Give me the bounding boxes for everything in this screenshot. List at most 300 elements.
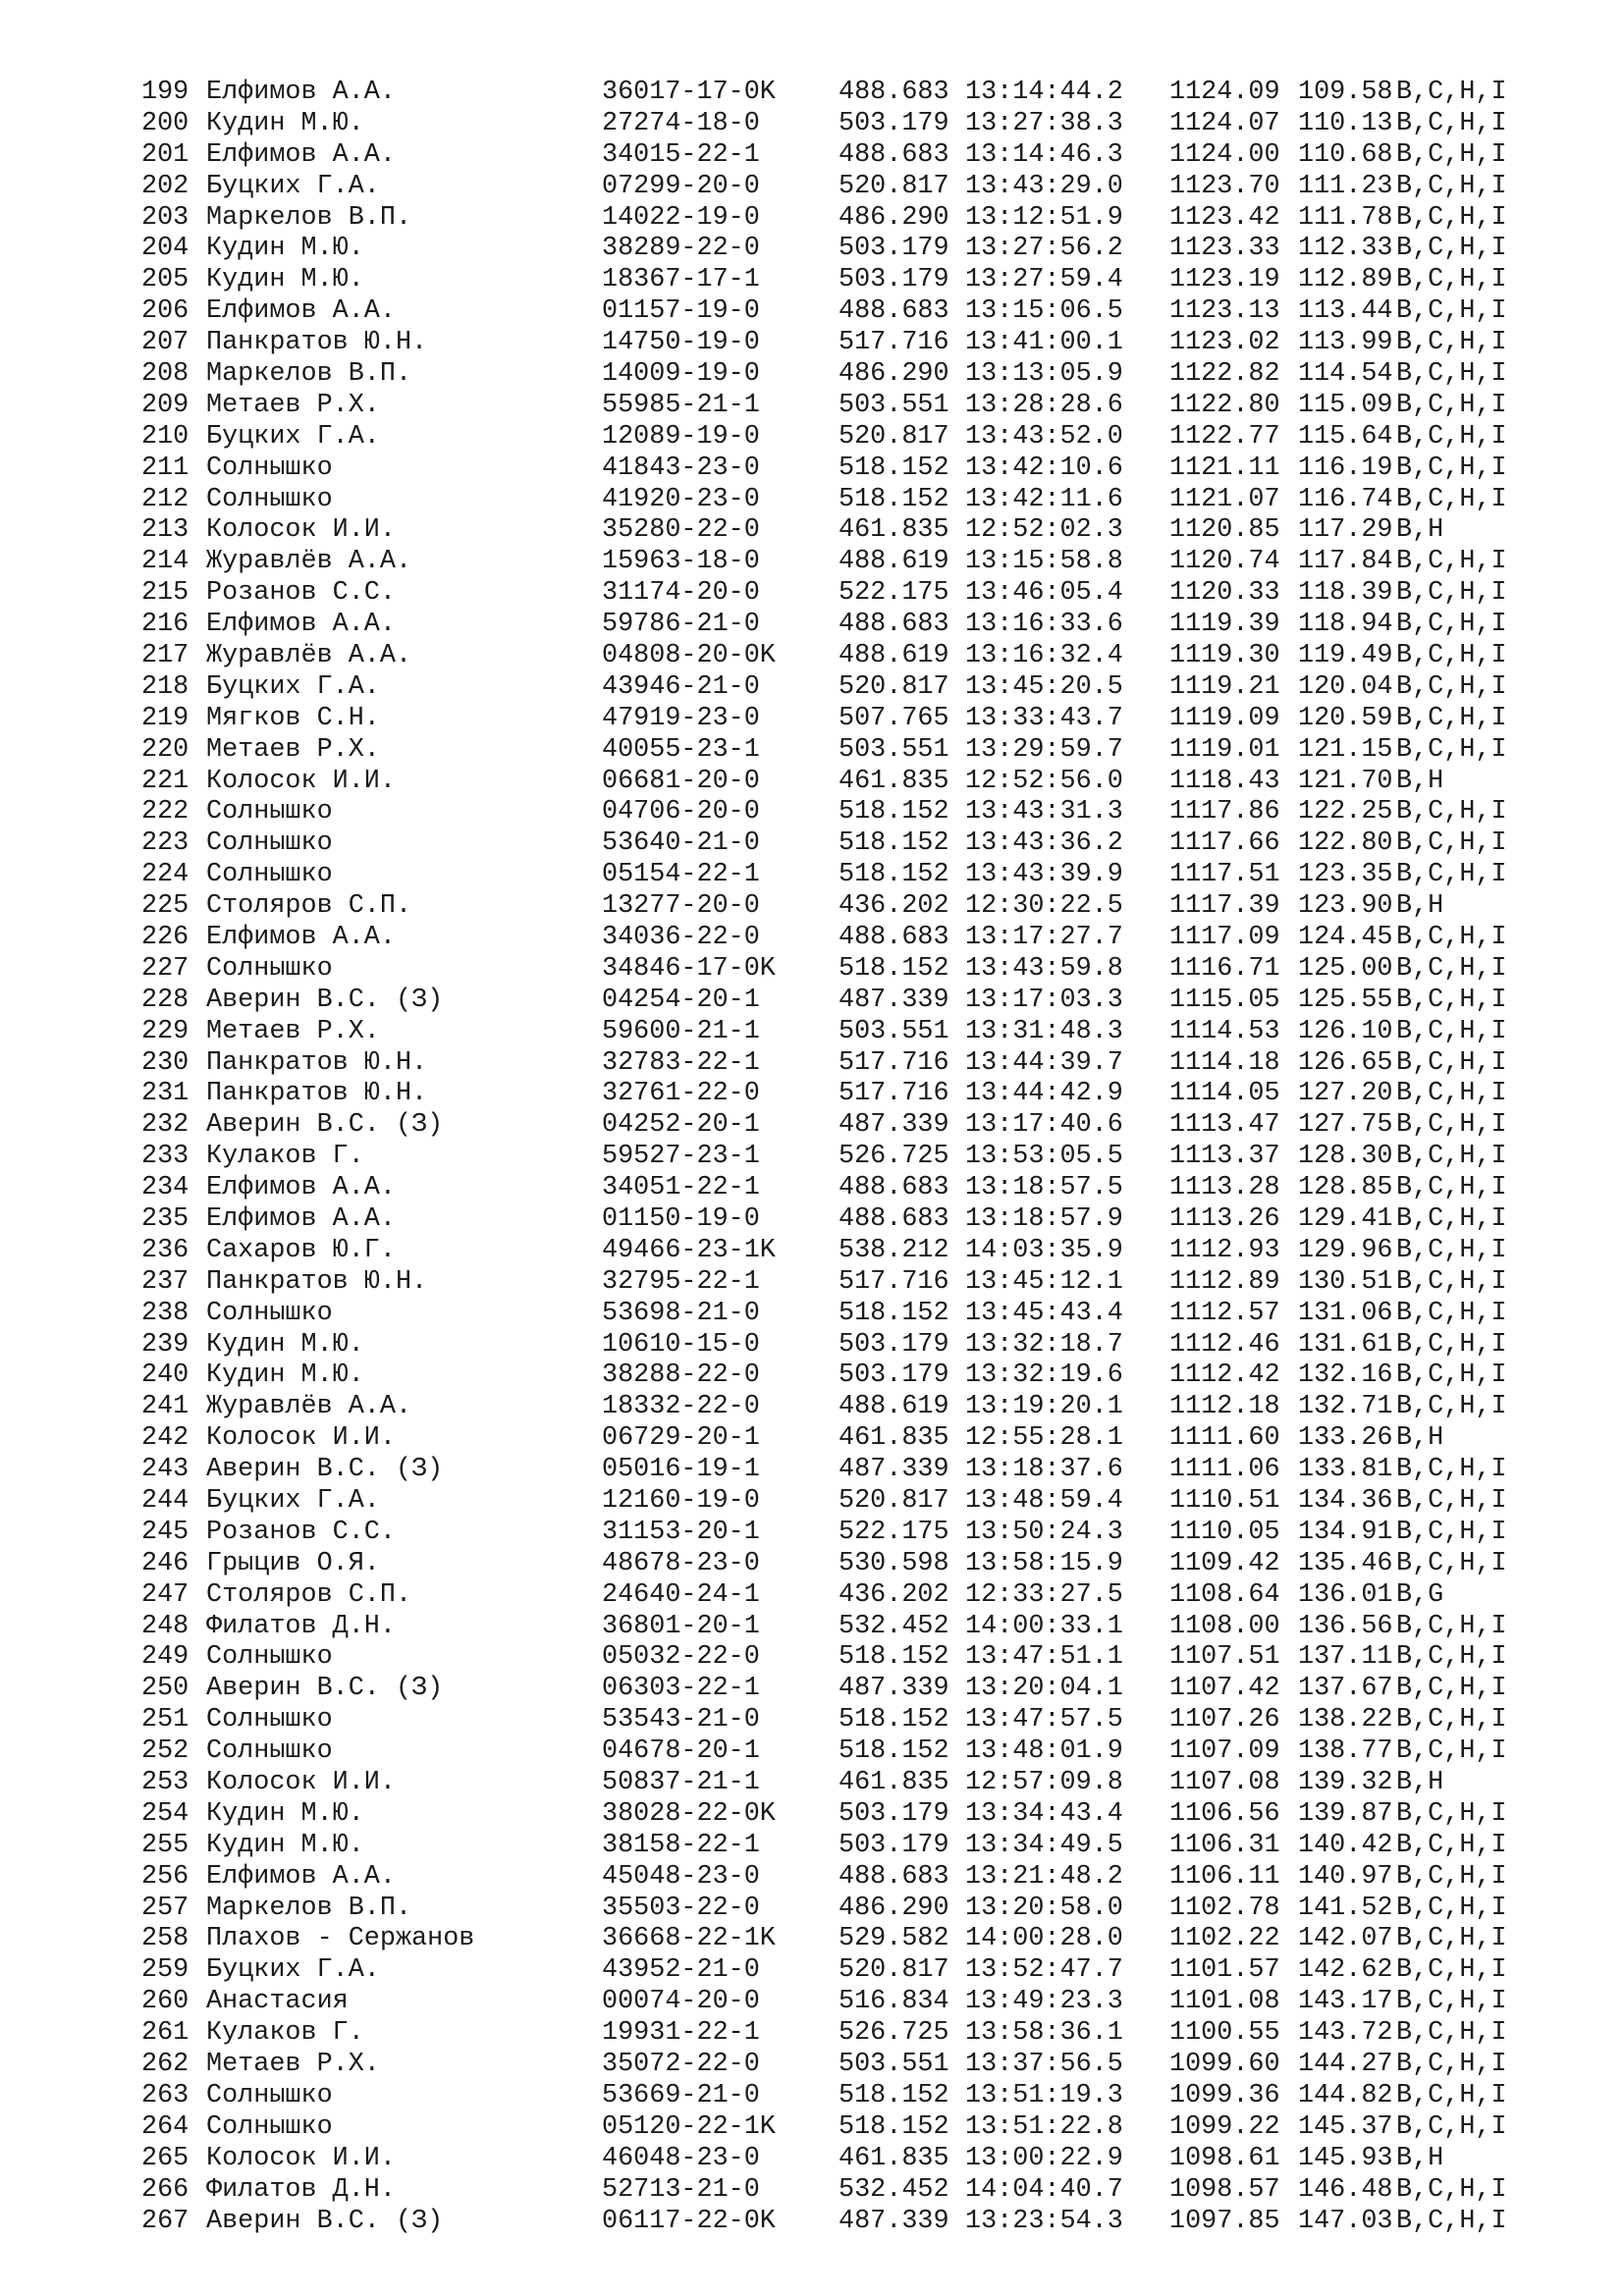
arrival-time: 13:43:59.8 [965, 953, 1123, 984]
classes: B,C,H,I [1396, 171, 1507, 201]
points: 137.67 [1298, 1674, 1393, 1704]
classes: B,C,H,I [1396, 2174, 1507, 2205]
classes: B,C,H,I [1396, 2206, 1507, 2236]
participant-name: Метаев Р.Х. [206, 734, 380, 765]
distance: 436.202 [839, 1579, 949, 1610]
speed: 1124.09 [1169, 77, 1280, 107]
place: 201 [141, 139, 189, 170]
place: 256 [141, 1861, 189, 1892]
table-row [141, 77, 1534, 108]
distance: 461.835 [839, 766, 949, 796]
speed: 1120.74 [1169, 547, 1280, 577]
arrival-time: 13:43:29.0 [965, 171, 1123, 201]
ring-number: 35503-22-0 [602, 1893, 760, 1923]
classes: B,C,H,I [1396, 1142, 1507, 1172]
points: 128.85 [1298, 1173, 1393, 1203]
table-row [141, 859, 1534, 890]
participant-name: Елфимов А.А. [206, 77, 396, 107]
speed: 1113.47 [1169, 1110, 1280, 1141]
table-row [141, 233, 1534, 264]
ring-number: 00074-20-0 [602, 1987, 760, 2017]
ring-number: 59600-21-1 [602, 1016, 760, 1046]
arrival-time: 13:27:38.3 [965, 108, 1123, 138]
ring-number: 45048-23-0 [602, 1861, 760, 1892]
speed: 1112.89 [1169, 1266, 1280, 1297]
arrival-time: 12:55:28.1 [965, 1423, 1123, 1454]
participant-name: Солнышко [206, 797, 333, 828]
participant-name: Филатов Д.Н. [206, 1611, 396, 1641]
arrival-time: 13:23:54.3 [965, 2206, 1123, 2236]
speed: 1118.43 [1169, 766, 1280, 796]
distance: 518.152 [839, 1705, 949, 1735]
distance: 518.152 [839, 484, 949, 514]
table-row [141, 202, 1534, 234]
classes: B,C,H,I [1396, 1987, 1507, 2017]
table-row [141, 1422, 1534, 1454]
arrival-time: 13:33:43.7 [965, 703, 1123, 733]
place: 209 [141, 390, 189, 420]
ring-number: 07299-20-0 [602, 171, 760, 201]
place: 265 [141, 2143, 189, 2173]
arrival-time: 13:32:19.6 [965, 1361, 1123, 1391]
speed: 1117.51 [1169, 860, 1280, 890]
participant-name: Маркелов В.П. [206, 202, 412, 233]
speed: 1117.66 [1169, 828, 1280, 859]
arrival-time: 13:16:32.4 [965, 640, 1123, 670]
arrival-time: 13:18:57.9 [965, 1204, 1123, 1234]
table-row [141, 1203, 1534, 1235]
participant-name: Мягков С.Н. [206, 703, 380, 733]
points: 118.94 [1298, 610, 1393, 640]
place: 260 [141, 1987, 189, 2017]
place: 222 [141, 797, 189, 828]
classes: B,H [1396, 2143, 1444, 2173]
table-row [141, 1109, 1534, 1141]
place: 255 [141, 1830, 189, 1860]
ring-number: 38158-22-1 [602, 1830, 760, 1860]
arrival-time: 12:52:56.0 [965, 766, 1123, 796]
classes: B,C,H,I [1396, 1924, 1507, 1954]
classes: B,C,H,I [1396, 1079, 1507, 1109]
points: 113.99 [1298, 328, 1393, 358]
place: 215 [141, 578, 189, 609]
classes: B,C,H,I [1396, 1016, 1507, 1046]
participant-name: Кудин М.Ю. [206, 1798, 364, 1829]
arrival-time: 13:34:43.4 [965, 1798, 1123, 1829]
table-row [141, 734, 1534, 766]
classes: B,C,H,I [1396, 484, 1507, 514]
ring-number: 04706-20-0 [602, 797, 760, 828]
participant-name: Метаев Р.Х. [206, 1016, 380, 1046]
participant-name: Кудин М.Ю. [206, 1830, 364, 1860]
participant-name: Елфимов А.А. [206, 1173, 396, 1203]
place: 208 [141, 358, 189, 389]
points: 112.33 [1298, 234, 1393, 264]
classes: B,C,H,I [1396, 1611, 1507, 1641]
classes: B,C,H,I [1396, 390, 1507, 420]
ring-number: 04254-20-1 [602, 985, 760, 1015]
speed: 1111.60 [1169, 1423, 1280, 1454]
ring-number: 24640-24-1 [602, 1579, 760, 1610]
distance: 486.290 [839, 202, 949, 233]
place: 228 [141, 985, 189, 1015]
distance: 488.683 [839, 1173, 949, 1203]
ring-number: 34036-22-0 [602, 922, 760, 952]
speed: 1106.56 [1169, 1798, 1280, 1829]
ring-number: 53698-21-0 [602, 1298, 760, 1328]
distance: 522.175 [839, 1517, 949, 1547]
classes: B,C,H,I [1396, 547, 1507, 577]
table-row [141, 766, 1534, 797]
arrival-time: 13:17:03.3 [965, 985, 1123, 1015]
table-row [141, 171, 1534, 202]
points: 122.25 [1298, 797, 1393, 828]
speed: 1112.93 [1169, 1235, 1280, 1265]
points: 140.42 [1298, 1830, 1393, 1860]
speed: 1123.02 [1169, 328, 1280, 358]
distance: 518.152 [839, 953, 949, 984]
ring-number: 01150-19-0 [602, 1204, 760, 1234]
place: 219 [141, 703, 189, 733]
distance: 503.179 [839, 1329, 949, 1360]
points: 120.04 [1298, 671, 1393, 702]
place: 231 [141, 1079, 189, 1109]
place: 251 [141, 1705, 189, 1735]
participant-name: Елфимов А.А. [206, 139, 396, 170]
participant-name: Кулаков Г. [206, 2018, 364, 2049]
participant-name: Розанов С.С. [206, 1517, 396, 1547]
ring-number: 15963-18-0 [602, 547, 760, 577]
classes: B,C,H,I [1396, 953, 1507, 984]
speed: 1101.08 [1169, 1987, 1280, 2017]
table-row [141, 1798, 1534, 1830]
ring-number: 52713-21-0 [602, 2174, 760, 2205]
participant-name: Кудин М.Ю. [206, 265, 364, 295]
points: 126.10 [1298, 1016, 1393, 1046]
speed: 1107.09 [1169, 1736, 1280, 1767]
place: 238 [141, 1298, 189, 1328]
points: 145.37 [1298, 2111, 1393, 2142]
points: 127.75 [1298, 1110, 1393, 1141]
ring-number: 14022-19-0 [602, 202, 760, 233]
table-row [141, 484, 1534, 515]
ring-number: 13277-20-0 [602, 891, 760, 922]
distance: 518.152 [839, 1736, 949, 1767]
speed: 1110.51 [1169, 1486, 1280, 1517]
arrival-time: 13:51:22.8 [965, 2111, 1123, 2142]
place: 217 [141, 640, 189, 670]
place: 220 [141, 734, 189, 765]
classes: B,C,H,I [1396, 578, 1507, 609]
place: 210 [141, 421, 189, 452]
points: 113.44 [1298, 296, 1393, 327]
place: 239 [141, 1329, 189, 1360]
place: 200 [141, 108, 189, 138]
points: 115.09 [1298, 390, 1393, 420]
arrival-time: 13:48:59.4 [965, 1486, 1123, 1517]
table-row [141, 890, 1534, 922]
place: 262 [141, 2050, 189, 2080]
distance: 461.835 [839, 2143, 949, 2173]
speed: 1117.86 [1169, 797, 1280, 828]
table-row [141, 1642, 1534, 1674]
table-row [141, 1485, 1534, 1517]
participant-name: Кудин М.Ю. [206, 1329, 364, 1360]
arrival-time: 13:45:20.5 [965, 671, 1123, 702]
points: 111.78 [1298, 202, 1393, 233]
participant-name: Панкратов Ю.Н. [206, 328, 428, 358]
classes: B,C,H,I [1396, 610, 1507, 640]
points: 134.91 [1298, 1517, 1393, 1547]
points: 142.62 [1298, 1955, 1393, 1986]
distance: 507.765 [839, 703, 949, 733]
distance: 517.716 [839, 1047, 949, 1078]
ring-number: 36668-22-1K [602, 1924, 776, 1954]
arrival-time: 13:49:23.3 [965, 1987, 1123, 2017]
table-row [141, 1924, 1534, 1955]
points: 124.45 [1298, 922, 1393, 952]
table-row [141, 2080, 1534, 2111]
participant-name: Колосок И.И. [206, 1768, 396, 1798]
classes: B,C,H,I [1396, 1674, 1507, 1704]
points: 145.93 [1298, 2143, 1393, 2173]
distance: 520.817 [839, 421, 949, 452]
participant-name: Столяров С.П. [206, 1579, 412, 1610]
place: 240 [141, 1361, 189, 1391]
participant-name: Метаев Р.Х. [206, 390, 380, 420]
place: 218 [141, 671, 189, 702]
points: 110.68 [1298, 139, 1393, 170]
arrival-time: 13:15:06.5 [965, 296, 1123, 327]
place: 264 [141, 2111, 189, 2142]
points: 139.87 [1298, 1798, 1393, 1829]
place: 257 [141, 1893, 189, 1923]
points: 129.41 [1298, 1204, 1393, 1234]
arrival-time: 13:43:31.3 [965, 797, 1123, 828]
arrival-time: 13:58:36.1 [965, 2018, 1123, 2049]
table-row [141, 390, 1534, 421]
arrival-time: 13:47:51.1 [965, 1642, 1123, 1673]
place: 232 [141, 1110, 189, 1141]
classes: B,C,H,I [1396, 1861, 1507, 1892]
table-row [141, 514, 1534, 546]
points: 127.20 [1298, 1079, 1393, 1109]
classes: B,H [1396, 891, 1444, 922]
table-row [141, 1141, 1534, 1172]
points: 117.84 [1298, 547, 1393, 577]
participant-name: Буцких Г.А. [206, 1955, 380, 1986]
classes: B,C,H,I [1396, 1517, 1507, 1547]
distance: 436.202 [839, 891, 949, 922]
classes: B,C,H,I [1396, 1392, 1507, 1422]
ring-number: 06681-20-0 [602, 766, 760, 796]
arrival-time: 13:34:49.5 [965, 1830, 1123, 1860]
place: 199 [141, 77, 189, 107]
classes: B,C,H,I [1396, 108, 1507, 138]
arrival-time: 14:00:28.0 [965, 1924, 1123, 1954]
classes: B,C,H,I [1396, 1642, 1507, 1673]
classes: B,C,H,I [1396, 453, 1507, 483]
participant-name: Сахаров Ю.Г. [206, 1235, 396, 1265]
distance: 461.835 [839, 515, 949, 546]
points: 135.46 [1298, 1548, 1393, 1578]
place: 224 [141, 860, 189, 890]
arrival-time: 14:00:33.1 [965, 1611, 1123, 1641]
arrival-time: 13:20:04.1 [965, 1674, 1123, 1704]
table-row [141, 453, 1534, 484]
points: 114.54 [1298, 358, 1393, 389]
participant-name: Кудин М.Ю. [206, 1361, 364, 1391]
speed: 1108.64 [1169, 1579, 1280, 1610]
participant-name: Аверин В.С. (З) [206, 1110, 444, 1141]
table-row [141, 1454, 1534, 1485]
speed: 1120.33 [1169, 578, 1280, 609]
distance: 516.834 [839, 1987, 949, 2017]
participant-name: Панкратов Ю.Н. [206, 1047, 428, 1078]
points: 132.71 [1298, 1392, 1393, 1422]
ring-number: 14009-19-0 [602, 358, 760, 389]
ring-number: 49466-23-1K [602, 1235, 776, 1265]
speed: 1122.77 [1169, 421, 1280, 452]
points: 112.89 [1298, 265, 1393, 295]
arrival-time: 12:52:02.3 [965, 515, 1123, 546]
place: 226 [141, 922, 189, 952]
distance: 526.725 [839, 2018, 949, 2049]
arrival-time: 13:27:59.4 [965, 265, 1123, 295]
place: 229 [141, 1016, 189, 1046]
classes: B,C,H,I [1396, 1455, 1507, 1485]
table-row [141, 796, 1534, 828]
participant-name: Колосок И.И. [206, 1423, 396, 1454]
distance: 517.716 [839, 1079, 949, 1109]
classes: B,C,H,I [1396, 139, 1507, 170]
points: 110.13 [1298, 108, 1393, 138]
points: 147.03 [1298, 2206, 1393, 2236]
table-row [141, 1767, 1534, 1798]
ring-number: 06729-20-1 [602, 1423, 760, 1454]
table-row [141, 1235, 1534, 1266]
place: 253 [141, 1768, 189, 1798]
place: 202 [141, 171, 189, 201]
participant-name: Елфимов А.А. [206, 1861, 396, 1892]
classes: B,C,H,I [1396, 734, 1507, 765]
speed: 1124.07 [1169, 108, 1280, 138]
classes: B,C,H,I [1396, 2080, 1507, 2110]
distance: 487.339 [839, 985, 949, 1015]
table-row [141, 1861, 1534, 1893]
distance: 503.551 [839, 390, 949, 420]
participant-name: Маркелов В.П. [206, 1893, 412, 1923]
arrival-time: 13:14:44.2 [965, 77, 1123, 107]
place: 252 [141, 1736, 189, 1767]
points: 130.51 [1298, 1266, 1393, 1297]
arrival-time: 13:37:56.5 [965, 2050, 1123, 2080]
ring-number: 53543-21-0 [602, 1705, 760, 1735]
speed: 1114.18 [1169, 1047, 1280, 1078]
speed: 1112.46 [1169, 1329, 1280, 1360]
classes: B,C,H,I [1396, 985, 1507, 1015]
arrival-time: 13:16:33.6 [965, 610, 1123, 640]
participant-name: Панкратов Ю.Н. [206, 1266, 428, 1297]
table-row [141, 922, 1534, 953]
participant-name: Солнышко [206, 2080, 333, 2110]
table-row [141, 1611, 1534, 1642]
arrival-time: 13:44:39.7 [965, 1047, 1123, 1078]
distance: 488.683 [839, 610, 949, 640]
speed: 1112.42 [1169, 1361, 1280, 1391]
points: 138.77 [1298, 1736, 1393, 1767]
classes: B,C,H,I [1396, 797, 1507, 828]
classes: B,C,H,I [1396, 358, 1507, 389]
distance: 520.817 [839, 1486, 949, 1517]
distance: 461.835 [839, 1423, 949, 1454]
ring-number: 05032-22-0 [602, 1642, 760, 1673]
arrival-time: 13:27:56.2 [965, 234, 1123, 264]
arrival-time: 13:28:28.6 [965, 390, 1123, 420]
points: 140.97 [1298, 1861, 1393, 1892]
participant-name: Плахов - Сержанов [206, 1924, 475, 1954]
speed: 1102.22 [1169, 1924, 1280, 1954]
ring-number: 04678-20-1 [602, 1736, 760, 1767]
points: 125.00 [1298, 953, 1393, 984]
place: 225 [141, 891, 189, 922]
participant-name: Кудин М.Ю. [206, 234, 364, 264]
classes: B,C,H,I [1396, 1798, 1507, 1829]
distance: 518.152 [839, 1642, 949, 1673]
points: 123.35 [1298, 860, 1393, 890]
participant-name: Елфимов А.А. [206, 922, 396, 952]
speed: 1123.13 [1169, 296, 1280, 327]
speed: 1120.85 [1169, 515, 1280, 546]
points: 116.19 [1298, 453, 1393, 483]
participant-name: Колосок И.И. [206, 2143, 396, 2173]
classes: B,C,H,I [1396, 421, 1507, 452]
classes: B,C,H,I [1396, 1361, 1507, 1391]
points: 115.64 [1298, 421, 1393, 452]
speed: 1117.39 [1169, 891, 1280, 922]
ring-number: 35280-22-0 [602, 515, 760, 546]
place: 216 [141, 610, 189, 640]
place: 258 [141, 1924, 189, 1954]
place: 213 [141, 515, 189, 546]
arrival-time: 13:46:05.4 [965, 578, 1123, 609]
distance: 518.152 [839, 860, 949, 890]
points: 123.90 [1298, 891, 1393, 922]
place: 254 [141, 1798, 189, 1829]
table-row [141, 1830, 1534, 1861]
arrival-time: 13:17:40.6 [965, 1110, 1123, 1141]
table-row [141, 2049, 1534, 2080]
speed: 1098.61 [1169, 2143, 1280, 2173]
ring-number: 53640-21-0 [602, 828, 760, 859]
place: 207 [141, 328, 189, 358]
speed: 1123.19 [1169, 265, 1280, 295]
table-row [141, 264, 1534, 295]
points: 129.96 [1298, 1235, 1393, 1265]
place: 236 [141, 1235, 189, 1265]
points: 117.29 [1298, 515, 1393, 546]
distance: 486.290 [839, 1893, 949, 1923]
points: 138.22 [1298, 1705, 1393, 1735]
points: 143.17 [1298, 1987, 1393, 2017]
participant-name: Журавлёв А.А. [206, 640, 412, 670]
ring-number: 32761-22-0 [602, 1079, 760, 1109]
distance: 526.725 [839, 1142, 949, 1172]
place: 206 [141, 296, 189, 327]
classes: B,C,H,I [1396, 296, 1507, 327]
table-row [141, 295, 1534, 327]
speed: 1101.57 [1169, 1955, 1280, 1986]
